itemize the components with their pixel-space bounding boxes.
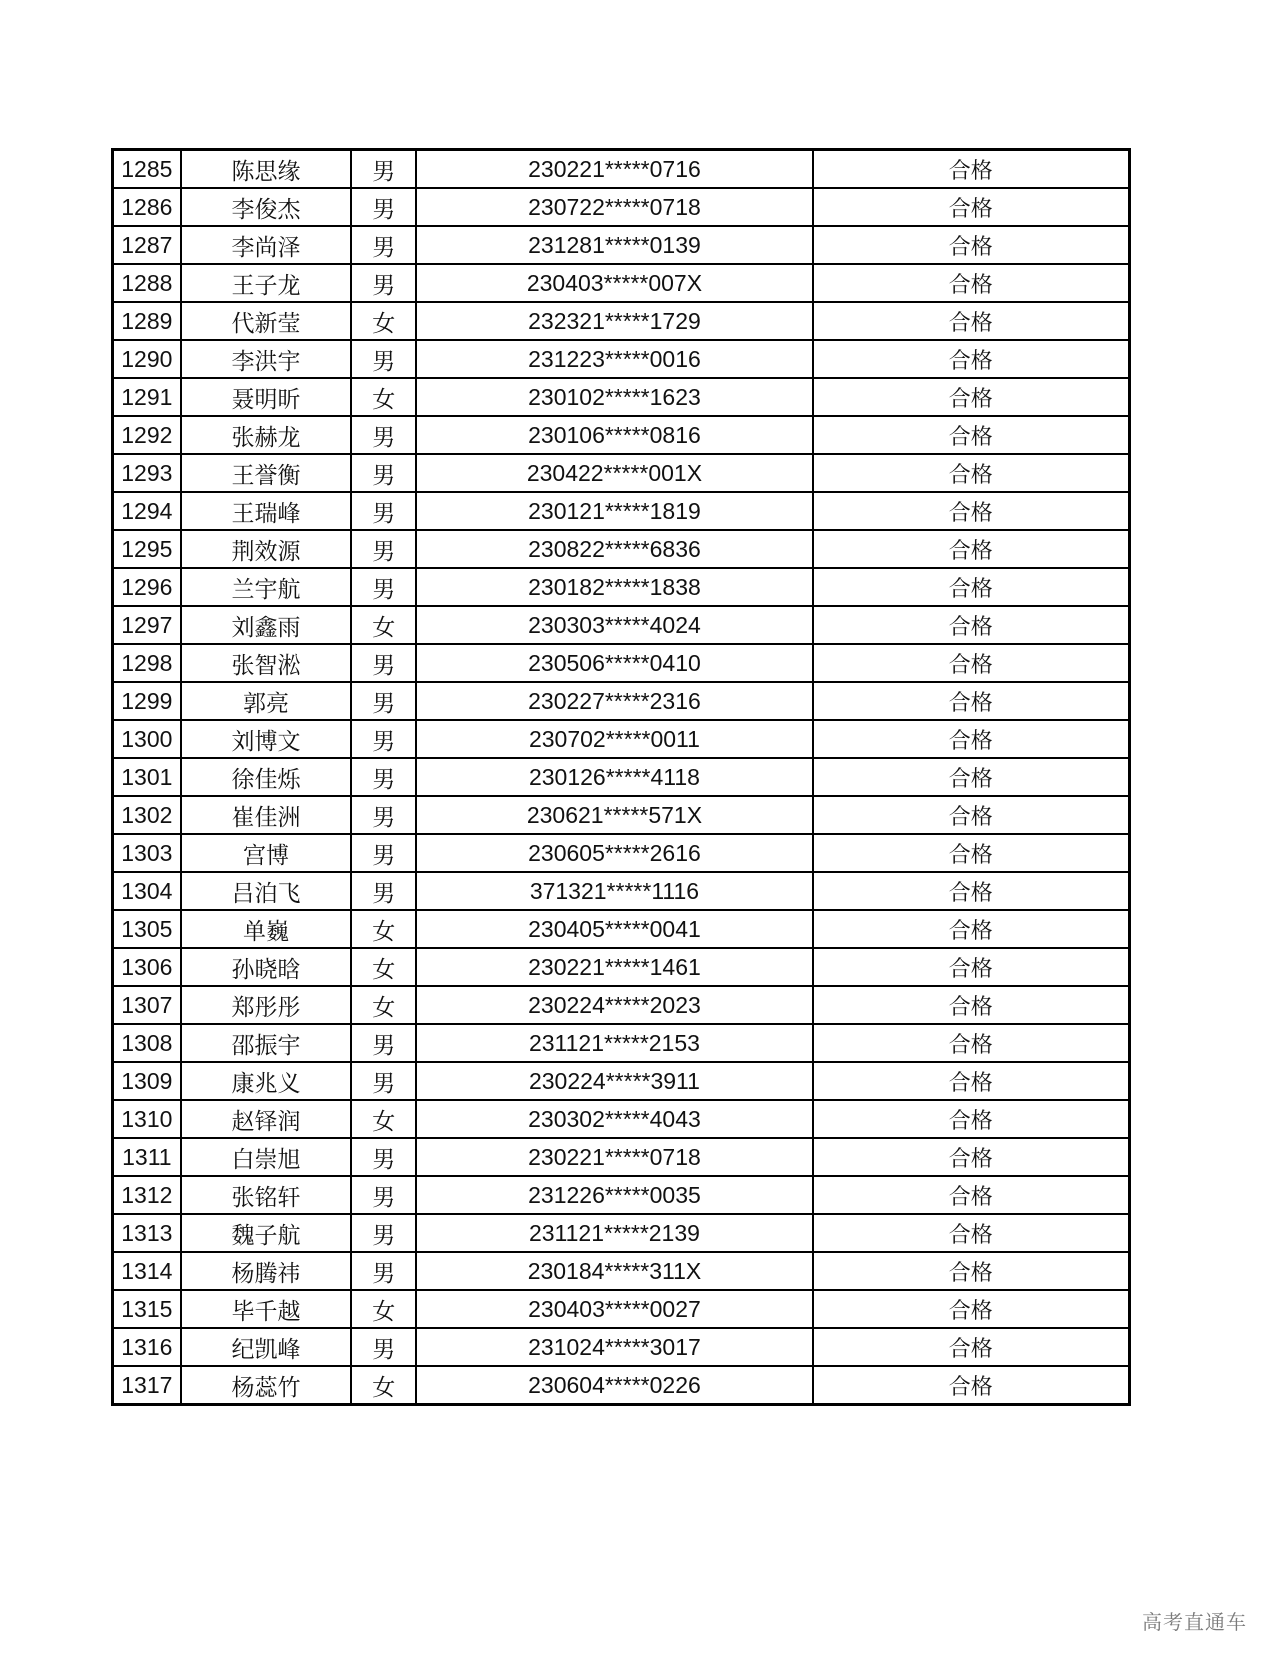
- name-cell: 杨腾祎: [181, 1252, 352, 1290]
- name-cell: 张铭轩: [181, 1176, 352, 1214]
- result-cell: 合格: [813, 1138, 1130, 1176]
- row-number-cell: 1291: [113, 378, 181, 416]
- id-number-cell: 230722*****0718: [416, 188, 812, 226]
- row-number-cell: 1286: [113, 188, 181, 226]
- row-number-cell: 1317: [113, 1366, 181, 1405]
- id-number-cell: 230227*****2316: [416, 682, 812, 720]
- result-cell: 合格: [813, 986, 1130, 1024]
- table-row: [113, 1176, 1130, 1214]
- name-cell: 李洪宇: [181, 340, 352, 378]
- id-number-cell: 231281*****0139: [416, 226, 812, 264]
- results-table-body: [113, 150, 1130, 1405]
- row-number-cell: 1297: [113, 606, 181, 644]
- row-number-cell: 1294: [113, 492, 181, 530]
- result-cell: 合格: [813, 1366, 1130, 1405]
- row-number-cell: 1309: [113, 1062, 181, 1100]
- gender-cell: 男: [351, 1138, 416, 1176]
- name-cell: 宫博: [181, 834, 352, 872]
- row-number-cell: 1312: [113, 1176, 181, 1214]
- name-cell: 康兆义: [181, 1062, 352, 1100]
- gender-cell: 男: [351, 416, 416, 454]
- gender-cell: 男: [351, 150, 416, 189]
- table-row: [113, 910, 1130, 948]
- name-cell: 王子龙: [181, 264, 352, 302]
- id-number-cell: 230403*****0027: [416, 1290, 812, 1328]
- table-row: [113, 492, 1130, 530]
- result-cell: 合格: [813, 1328, 1130, 1366]
- table-row: [113, 340, 1130, 378]
- name-cell: 刘鑫雨: [181, 606, 352, 644]
- name-cell: 聂明昕: [181, 378, 352, 416]
- gender-cell: 男: [351, 758, 416, 796]
- table-row: [113, 454, 1130, 492]
- gender-cell: 女: [351, 986, 416, 1024]
- row-number-cell: 1293: [113, 454, 181, 492]
- gender-cell: 男: [351, 454, 416, 492]
- result-cell: 合格: [813, 1214, 1130, 1252]
- gender-cell: 男: [351, 340, 416, 378]
- name-cell: 兰宇航: [181, 568, 352, 606]
- gender-cell: 男: [351, 226, 416, 264]
- result-cell: 合格: [813, 872, 1130, 910]
- gender-cell: 男: [351, 644, 416, 682]
- id-number-cell: 230221*****1461: [416, 948, 812, 986]
- row-number-cell: 1305: [113, 910, 181, 948]
- id-number-cell: 230822*****6836: [416, 530, 812, 568]
- table-row: [113, 872, 1130, 910]
- id-number-cell: 230303*****4024: [416, 606, 812, 644]
- row-number-cell: 1301: [113, 758, 181, 796]
- table-row: [113, 568, 1130, 606]
- row-number-cell: 1311: [113, 1138, 181, 1176]
- result-cell: 合格: [813, 720, 1130, 758]
- id-number-cell: 231024*****3017: [416, 1328, 812, 1366]
- name-cell: 代新莹: [181, 302, 352, 340]
- result-cell: 合格: [813, 1176, 1130, 1214]
- id-number-cell: 230702*****0011: [416, 720, 812, 758]
- result-cell: 合格: [813, 530, 1130, 568]
- id-number-cell: 230405*****0041: [416, 910, 812, 948]
- name-cell: 魏子航: [181, 1214, 352, 1252]
- name-cell: 郭亮: [181, 682, 352, 720]
- result-cell: 合格: [813, 568, 1130, 606]
- name-cell: 单巍: [181, 910, 352, 948]
- id-number-cell: 230605*****2616: [416, 834, 812, 872]
- table-row: [113, 834, 1130, 872]
- name-cell: 李尚泽: [181, 226, 352, 264]
- name-cell: 吕泊飞: [181, 872, 352, 910]
- name-cell: 崔佳洲: [181, 796, 352, 834]
- gender-cell: 女: [351, 378, 416, 416]
- row-number-cell: 1288: [113, 264, 181, 302]
- id-number-cell: 231223*****0016: [416, 340, 812, 378]
- row-number-cell: 1292: [113, 416, 181, 454]
- row-number-cell: 1307: [113, 986, 181, 1024]
- result-cell: 合格: [813, 454, 1130, 492]
- id-number-cell: 230184*****311X: [416, 1252, 812, 1290]
- gender-cell: 男: [351, 1024, 416, 1062]
- result-cell: 合格: [813, 796, 1130, 834]
- row-number-cell: 1296: [113, 568, 181, 606]
- result-cell: 合格: [813, 302, 1130, 340]
- result-cell: 合格: [813, 264, 1130, 302]
- id-number-cell: 230106*****0816: [416, 416, 812, 454]
- id-number-cell: 232321*****1729: [416, 302, 812, 340]
- name-cell: 王誉衡: [181, 454, 352, 492]
- table-row: [113, 758, 1130, 796]
- result-cell: 合格: [813, 1290, 1130, 1328]
- gender-cell: 男: [351, 1328, 416, 1366]
- result-cell: 合格: [813, 758, 1130, 796]
- row-number-cell: 1306: [113, 948, 181, 986]
- row-number-cell: 1289: [113, 302, 181, 340]
- table-row: [113, 1252, 1130, 1290]
- name-cell: 荆效源: [181, 530, 352, 568]
- result-cell: 合格: [813, 644, 1130, 682]
- row-number-cell: 1310: [113, 1100, 181, 1138]
- result-cell: 合格: [813, 340, 1130, 378]
- result-cell: 合格: [813, 1024, 1130, 1062]
- gender-cell: 男: [351, 682, 416, 720]
- gender-cell: 男: [351, 1176, 416, 1214]
- table-row: [113, 1062, 1130, 1100]
- id-number-cell: 230422*****001X: [416, 454, 812, 492]
- table-row: [113, 986, 1130, 1024]
- table-row: [113, 1214, 1130, 1252]
- table-row: [113, 948, 1130, 986]
- gender-cell: 女: [351, 910, 416, 948]
- table-row: [113, 1024, 1130, 1062]
- id-number-cell: 231121*****2139: [416, 1214, 812, 1252]
- result-cell: 合格: [813, 834, 1130, 872]
- row-number-cell: 1313: [113, 1214, 181, 1252]
- gender-cell: 女: [351, 948, 416, 986]
- id-number-cell: 230221*****0718: [416, 1138, 812, 1176]
- result-cell: 合格: [813, 682, 1130, 720]
- watermark-text: 高考直通车: [1142, 1610, 1247, 1634]
- name-cell: 杨蕊竹: [181, 1366, 352, 1405]
- gender-cell: 男: [351, 834, 416, 872]
- results-table: [111, 148, 1131, 1406]
- table-row: [113, 302, 1130, 340]
- row-number-cell: 1287: [113, 226, 181, 264]
- gender-cell: 男: [351, 492, 416, 530]
- table-row: [113, 606, 1130, 644]
- id-number-cell: 230403*****007X: [416, 264, 812, 302]
- result-cell: 合格: [813, 188, 1130, 226]
- id-number-cell: 230302*****4043: [416, 1100, 812, 1138]
- id-number-cell: 230604*****0226: [416, 1366, 812, 1405]
- result-cell: 合格: [813, 1100, 1130, 1138]
- name-cell: 白崇旭: [181, 1138, 352, 1176]
- table-row: [113, 720, 1130, 758]
- row-number-cell: 1285: [113, 150, 181, 189]
- gender-cell: 男: [351, 796, 416, 834]
- gender-cell: 男: [351, 1062, 416, 1100]
- gender-cell: 女: [351, 1366, 416, 1405]
- table-row: [113, 530, 1130, 568]
- result-cell: 合格: [813, 1252, 1130, 1290]
- id-number-cell: 230182*****1838: [416, 568, 812, 606]
- table-row: [113, 682, 1130, 720]
- table-row: [113, 1328, 1130, 1366]
- row-number-cell: 1298: [113, 644, 181, 682]
- row-number-cell: 1302: [113, 796, 181, 834]
- row-number-cell: 1304: [113, 872, 181, 910]
- result-cell: 合格: [813, 606, 1130, 644]
- row-number-cell: 1295: [113, 530, 181, 568]
- name-cell: 赵铎润: [181, 1100, 352, 1138]
- row-number-cell: 1299: [113, 682, 181, 720]
- row-number-cell: 1315: [113, 1290, 181, 1328]
- result-cell: 合格: [813, 948, 1130, 986]
- result-cell: 合格: [813, 492, 1130, 530]
- row-number-cell: 1290: [113, 340, 181, 378]
- id-number-cell: 230121*****1819: [416, 492, 812, 530]
- gender-cell: 男: [351, 1252, 416, 1290]
- result-cell: 合格: [813, 1062, 1130, 1100]
- table-row: [113, 188, 1130, 226]
- name-cell: 王瑞峰: [181, 492, 352, 530]
- table-row: [113, 1138, 1130, 1176]
- id-number-cell: 230126*****4118: [416, 758, 812, 796]
- id-number-cell: 231121*****2153: [416, 1024, 812, 1062]
- name-cell: 张赫龙: [181, 416, 352, 454]
- gender-cell: 男: [351, 264, 416, 302]
- id-number-cell: 230224*****3911: [416, 1062, 812, 1100]
- row-number-cell: 1316: [113, 1328, 181, 1366]
- table-row: [113, 416, 1130, 454]
- result-cell: 合格: [813, 226, 1130, 264]
- gender-cell: 男: [351, 188, 416, 226]
- table-row: [113, 150, 1130, 189]
- gender-cell: 男: [351, 530, 416, 568]
- name-cell: 毕千越: [181, 1290, 352, 1328]
- row-number-cell: 1300: [113, 720, 181, 758]
- gender-cell: 男: [351, 872, 416, 910]
- gender-cell: 男: [351, 1214, 416, 1252]
- result-cell: 合格: [813, 150, 1130, 189]
- id-number-cell: 230621*****571X: [416, 796, 812, 834]
- name-cell: 孙晓晗: [181, 948, 352, 986]
- gender-cell: 女: [351, 1290, 416, 1328]
- id-number-cell: 230224*****2023: [416, 986, 812, 1024]
- id-number-cell: 230506*****0410: [416, 644, 812, 682]
- row-number-cell: 1314: [113, 1252, 181, 1290]
- id-number-cell: 230221*****0716: [416, 150, 812, 189]
- name-cell: 郑彤彤: [181, 986, 352, 1024]
- result-cell: 合格: [813, 378, 1130, 416]
- gender-cell: 女: [351, 606, 416, 644]
- row-number-cell: 1308: [113, 1024, 181, 1062]
- gender-cell: 女: [351, 302, 416, 340]
- gender-cell: 女: [351, 1100, 416, 1138]
- table-row: [113, 1366, 1130, 1405]
- table-row: [113, 796, 1130, 834]
- table-row: [113, 226, 1130, 264]
- row-number-cell: 1303: [113, 834, 181, 872]
- result-cell: 合格: [813, 416, 1130, 454]
- id-number-cell: 371321*****1116: [416, 872, 812, 910]
- name-cell: 邵振宇: [181, 1024, 352, 1062]
- result-cell: 合格: [813, 910, 1130, 948]
- id-number-cell: 230102*****1623: [416, 378, 812, 416]
- table-row: [113, 378, 1130, 416]
- name-cell: 李俊杰: [181, 188, 352, 226]
- name-cell: 陈思缘: [181, 150, 352, 189]
- gender-cell: 男: [351, 720, 416, 758]
- table-row: [113, 264, 1130, 302]
- id-number-cell: 231226*****0035: [416, 1176, 812, 1214]
- name-cell: 张智淞: [181, 644, 352, 682]
- name-cell: 纪凯峰: [181, 1328, 352, 1366]
- name-cell: 刘博文: [181, 720, 352, 758]
- name-cell: 徐佳烁: [181, 758, 352, 796]
- table-row: [113, 1100, 1130, 1138]
- table-row: [113, 644, 1130, 682]
- gender-cell: 男: [351, 568, 416, 606]
- table-row: [113, 1290, 1130, 1328]
